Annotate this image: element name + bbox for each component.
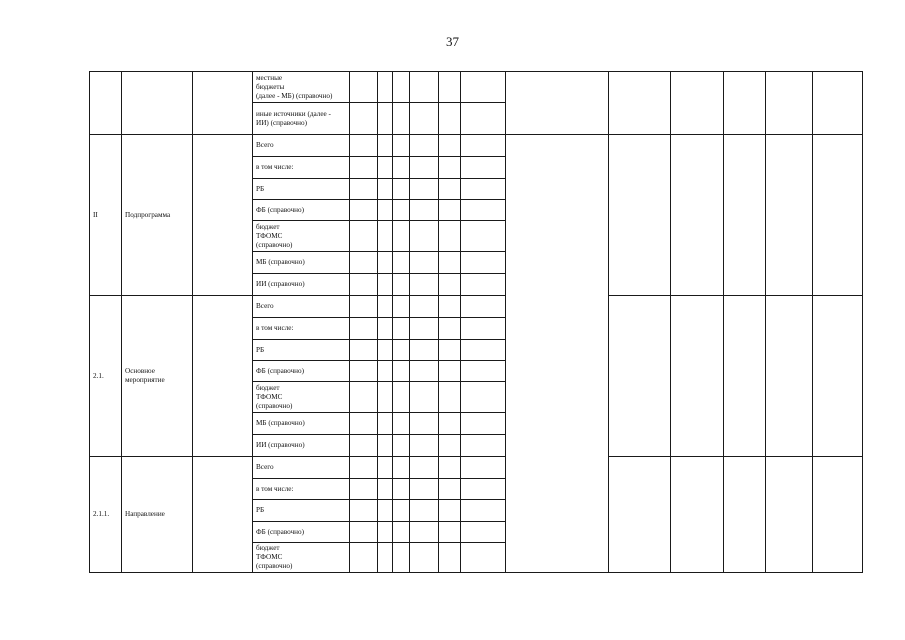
value-cell xyxy=(461,296,506,318)
value-cell xyxy=(410,72,439,103)
responsible-cell xyxy=(193,72,253,135)
funding-source xyxy=(253,72,350,103)
funding-source-text: Всего xyxy=(256,463,274,471)
funding-source xyxy=(253,200,350,221)
value-cell xyxy=(378,252,393,274)
value-cell xyxy=(439,361,461,382)
funding-source-text: Всего xyxy=(256,302,274,310)
value-cell xyxy=(410,413,439,435)
value-cell xyxy=(350,252,378,274)
funding-source xyxy=(253,435,350,457)
target-cell xyxy=(766,135,813,296)
value-cell xyxy=(439,179,461,200)
target-cell xyxy=(766,296,813,457)
value-cell xyxy=(461,340,506,361)
value-cell xyxy=(378,296,393,318)
value-cell xyxy=(350,361,378,382)
target-cell xyxy=(724,135,766,296)
target-cell xyxy=(609,296,671,457)
value-cell xyxy=(439,274,461,296)
value-cell xyxy=(378,413,393,435)
target-cell xyxy=(766,72,813,135)
section-name: Подпрограмма xyxy=(122,135,193,296)
value-cell xyxy=(350,296,378,318)
funding-source-text: РБ xyxy=(256,506,265,514)
value-cell xyxy=(439,522,461,543)
value-cell xyxy=(439,318,461,340)
funding-source xyxy=(253,157,350,179)
target-cell xyxy=(671,296,724,457)
value-cell xyxy=(439,72,461,103)
target-cell xyxy=(671,135,724,296)
value-cell xyxy=(350,522,378,543)
funding-source xyxy=(253,413,350,435)
funding-source xyxy=(253,543,350,573)
funding-source xyxy=(253,361,350,382)
responsible-cell xyxy=(193,457,253,573)
value-cell xyxy=(410,103,439,135)
funding-source xyxy=(253,479,350,500)
value-cell xyxy=(393,500,410,522)
value-cell xyxy=(439,296,461,318)
value-cell xyxy=(350,221,378,252)
funding-source-text: бюджет xyxy=(256,222,280,231)
section-code: 2.1.1. xyxy=(90,457,122,573)
value-cell xyxy=(410,361,439,382)
funding-source xyxy=(253,318,350,340)
target-cell xyxy=(724,457,766,573)
value-cell xyxy=(378,479,393,500)
value-cell xyxy=(378,340,393,361)
value-cell xyxy=(393,72,410,103)
value-cell xyxy=(378,274,393,296)
value-cell xyxy=(461,179,506,200)
funding-source-text: ТФОМС xyxy=(256,392,283,401)
value-cell xyxy=(439,252,461,274)
responsible-cell xyxy=(193,135,253,296)
funding-source-text: ИИ (справочно) xyxy=(256,280,305,288)
value-cell xyxy=(439,103,461,135)
funding-source-text: в том числе: xyxy=(256,484,294,493)
funding-source-line: (далее - МБ) (справочно) xyxy=(256,91,333,100)
value-cell xyxy=(393,179,410,200)
value-cell xyxy=(350,135,378,157)
value-cell xyxy=(439,200,461,221)
funding-source-line xyxy=(256,544,346,562)
funding-source-text: ФБ (справочно) xyxy=(256,527,305,536)
value-cell xyxy=(461,435,506,457)
funding-source-text: ФБ (справочно) xyxy=(256,205,305,214)
funding-source-text: в том числе: xyxy=(256,324,294,332)
value-cell xyxy=(461,382,506,413)
value-cell xyxy=(410,157,439,179)
value-cell xyxy=(410,500,439,522)
value-cell xyxy=(439,457,461,479)
value-cell xyxy=(393,252,410,274)
value-cell xyxy=(393,157,410,179)
target-cell xyxy=(724,72,766,135)
funding-source-text: бюджеты xyxy=(256,82,285,91)
indicator-cell xyxy=(506,72,609,135)
value-cell xyxy=(378,200,393,221)
value-cell xyxy=(378,221,393,252)
value-cell xyxy=(439,157,461,179)
value-cell xyxy=(378,135,393,157)
value-cell xyxy=(461,522,506,543)
value-cell xyxy=(410,457,439,479)
funding-source-text: бюджет xyxy=(256,544,280,552)
indicator-cell xyxy=(506,135,609,573)
target-cell xyxy=(671,72,724,135)
value-cell xyxy=(393,274,410,296)
section-name: Основное мероприятие xyxy=(122,296,193,457)
funding-source-text: Всего xyxy=(256,141,274,149)
funding-source-text: ТФОМС xyxy=(256,553,283,561)
funding-source-line: (справочно) xyxy=(256,401,293,410)
value-cell xyxy=(410,382,439,413)
value-cell xyxy=(439,340,461,361)
funding-source xyxy=(253,382,350,413)
value-cell xyxy=(410,435,439,457)
funding-source-line xyxy=(256,223,346,241)
value-cell xyxy=(410,200,439,221)
value-cell xyxy=(393,103,410,135)
value-cell xyxy=(350,318,378,340)
value-cell xyxy=(350,500,378,522)
funding-source-text: в том числе: xyxy=(256,163,294,171)
value-cell xyxy=(461,457,506,479)
funding-source-line: (справочно) xyxy=(256,562,293,570)
value-cell xyxy=(410,179,439,200)
funding-source-line: ИИ) (справочно) xyxy=(256,118,307,127)
target-cell xyxy=(813,457,863,573)
section-code: 2.1. xyxy=(90,296,122,457)
value-cell xyxy=(439,413,461,435)
value-cell xyxy=(350,157,378,179)
funding-source xyxy=(253,221,350,252)
value-cell xyxy=(461,200,506,221)
value-cell xyxy=(378,435,393,457)
value-cell xyxy=(393,221,410,252)
value-cell xyxy=(461,72,506,103)
value-cell xyxy=(393,522,410,543)
value-cell xyxy=(461,103,506,135)
table-row xyxy=(90,135,863,157)
value-cell xyxy=(378,522,393,543)
funding-source-line xyxy=(256,110,346,119)
value-cell xyxy=(393,435,410,457)
value-cell xyxy=(410,135,439,157)
value-cell xyxy=(350,274,378,296)
value-cell xyxy=(410,296,439,318)
value-cell xyxy=(350,103,378,135)
funding-source-text: иные источники (далее - xyxy=(256,109,331,118)
value-cell xyxy=(439,479,461,500)
value-cell xyxy=(378,157,393,179)
value-cell xyxy=(393,135,410,157)
value-cell xyxy=(393,479,410,500)
target-cell xyxy=(813,135,863,296)
funding-source-text: ИИ (справочно) xyxy=(256,441,305,449)
value-cell xyxy=(410,274,439,296)
value-cell xyxy=(393,413,410,435)
value-cell xyxy=(350,413,378,435)
value-cell xyxy=(393,543,410,573)
value-cell xyxy=(461,221,506,252)
funding-source-line xyxy=(256,74,346,92)
section-code: II xyxy=(90,135,122,296)
funding-source-text: МБ (справочно) xyxy=(256,258,305,266)
budget-table xyxy=(89,71,863,573)
value-cell xyxy=(350,179,378,200)
funding-source-text: бюджет xyxy=(256,383,280,392)
funding-source xyxy=(253,252,350,274)
value-cell xyxy=(461,543,506,573)
value-cell xyxy=(393,340,410,361)
target-cell xyxy=(609,457,671,573)
value-cell xyxy=(350,435,378,457)
funding-source xyxy=(253,274,350,296)
value-cell xyxy=(378,457,393,479)
value-cell xyxy=(461,361,506,382)
table-row xyxy=(90,296,863,318)
value-cell xyxy=(410,221,439,252)
value-cell xyxy=(350,72,378,103)
value-cell xyxy=(378,500,393,522)
value-cell xyxy=(439,435,461,457)
funding-source-text: местные xyxy=(256,73,283,82)
value-cell xyxy=(378,179,393,200)
value-cell xyxy=(350,543,378,573)
funding-source xyxy=(253,135,350,157)
value-cell xyxy=(393,382,410,413)
value-cell xyxy=(461,274,506,296)
funding-source xyxy=(253,340,350,361)
target-cell xyxy=(766,457,813,573)
value-cell xyxy=(350,200,378,221)
value-cell xyxy=(378,318,393,340)
responsible-cell xyxy=(193,296,253,457)
target-cell xyxy=(813,72,863,135)
funding-source-text: ФБ (справочно) xyxy=(256,366,305,375)
section-name xyxy=(122,72,193,135)
section-name: Направление xyxy=(122,457,193,573)
value-cell xyxy=(410,252,439,274)
target-cell xyxy=(813,296,863,457)
target-cell xyxy=(609,72,671,135)
table-row xyxy=(90,457,863,479)
funding-source-text: ТФОМС xyxy=(256,231,283,240)
funding-source-line xyxy=(256,384,346,402)
value-cell xyxy=(378,103,393,135)
target-cell xyxy=(671,457,724,573)
value-cell xyxy=(439,135,461,157)
value-cell xyxy=(378,72,393,103)
value-cell xyxy=(439,543,461,573)
value-cell xyxy=(439,382,461,413)
value-cell xyxy=(378,543,393,573)
target-cell xyxy=(609,135,671,296)
value-cell xyxy=(461,135,506,157)
value-cell xyxy=(378,361,393,382)
funding-source-text: МБ (справочно) xyxy=(256,419,305,427)
value-cell xyxy=(461,479,506,500)
value-cell xyxy=(350,340,378,361)
value-cell xyxy=(393,200,410,221)
value-cell xyxy=(461,157,506,179)
funding-source-line: (справочно) xyxy=(256,240,293,249)
value-cell xyxy=(393,361,410,382)
funding-source xyxy=(253,296,350,318)
funding-source xyxy=(253,103,350,135)
table-row xyxy=(90,72,863,103)
value-cell xyxy=(410,479,439,500)
funding-source xyxy=(253,457,350,479)
value-cell xyxy=(410,318,439,340)
funding-source-text: РБ xyxy=(256,345,265,354)
value-cell xyxy=(461,413,506,435)
value-cell xyxy=(410,522,439,543)
value-cell xyxy=(410,340,439,361)
funding-source xyxy=(253,500,350,522)
section-code xyxy=(90,72,122,135)
value-cell xyxy=(393,296,410,318)
value-cell xyxy=(461,318,506,340)
value-cell xyxy=(350,479,378,500)
value-cell xyxy=(439,500,461,522)
value-cell xyxy=(350,457,378,479)
funding-source xyxy=(253,522,350,543)
value-cell xyxy=(461,500,506,522)
page-number: 37 xyxy=(446,34,459,49)
value-cell xyxy=(378,382,393,413)
value-cell xyxy=(461,252,506,274)
value-cell xyxy=(350,382,378,413)
funding-source xyxy=(253,179,350,200)
value-cell xyxy=(410,543,439,573)
target-cell xyxy=(724,296,766,457)
value-cell xyxy=(393,457,410,479)
value-cell xyxy=(393,318,410,340)
value-cell xyxy=(439,221,461,252)
funding-source-text: РБ xyxy=(256,184,265,193)
